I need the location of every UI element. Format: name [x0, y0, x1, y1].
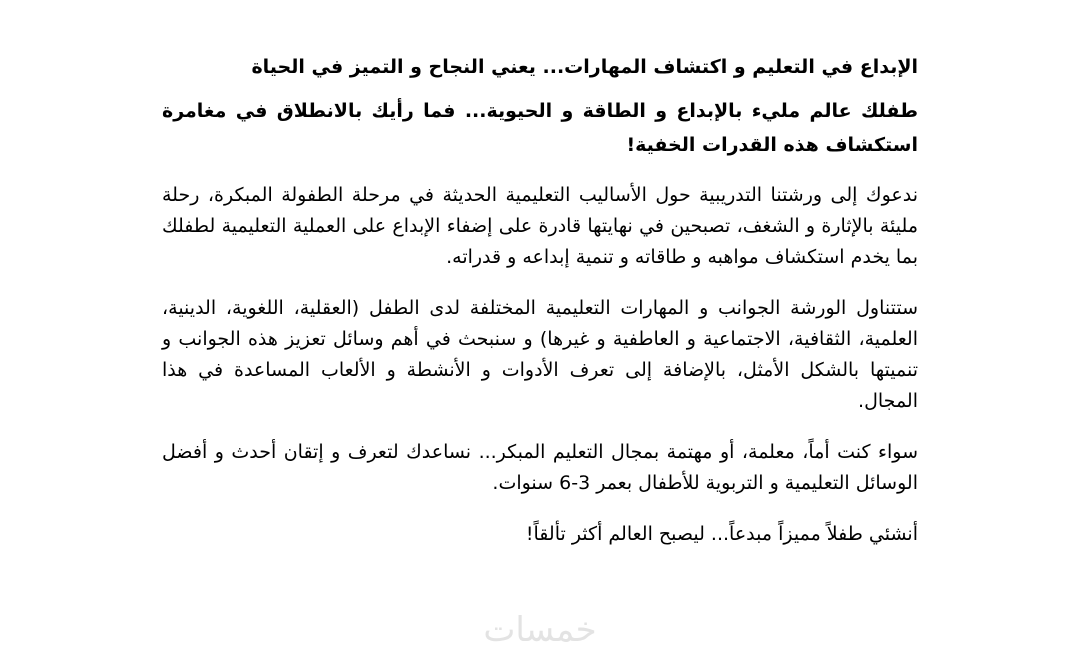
paragraph-workshop-topics: ستتناول الورشة الجوانب و المهارات التعليمية المختلفة لدى الطفل (العقلية، اللغوية، الدينية، العلمية، الثقافية، الاجتماعية و العاطفية و غيرها) و سنبحث في أهم وسائل تعزيز هذه الجوانب و تنميتها بالشكل الأمثل، بالإضافة إلى تعرف الأدوات و الأنشطة و الألعاب المساعدة في هذا المجال. — [162, 297, 918, 412]
paragraph-audience: سواء كنت أماً، معلمة، أو مهتمة بمجال التعليم المبكر... نساعدك لتعرف و إتقان أحدث و أفضل الوسائل التعليمية و التربوية للأطفال بعمر 3-6 سنوات. — [162, 441, 918, 494]
watermark-logo: خمسات — [483, 610, 597, 650]
paragraph-invitation: ندعوك إلى ورشتنا التدريبية حول الأساليب التعليمية الحديثة في مرحلة الطفولة المبكرة، رحلة مليئة بالإثارة و الشغف، تصبحين في نهايتها قادرة على إضفاء الإبداع على العملية التعليمية لطفلك بما يخدم استكشاف مواهبه و طاقاته و تنمية إبداعه و قدراته. — [162, 184, 918, 268]
document-body — [162, 50, 918, 570]
document-heading: الإبداع في التعليم و اكتشاف المهارات... يعني النجاح و التميز في الحياة — [251, 56, 918, 78]
document-subheading: طفلك عالم مليء بالإبداع و الطاقة و الحيوية... فما رأيك بالانطلاق في مغامرة استكشاف هذه القدرات الخفية! — [162, 100, 918, 156]
paragraph-closing: أنشئي طفلاً مميزاً مبدعاً... ليصبح العالم أكثر تألقاً! — [525, 523, 918, 545]
